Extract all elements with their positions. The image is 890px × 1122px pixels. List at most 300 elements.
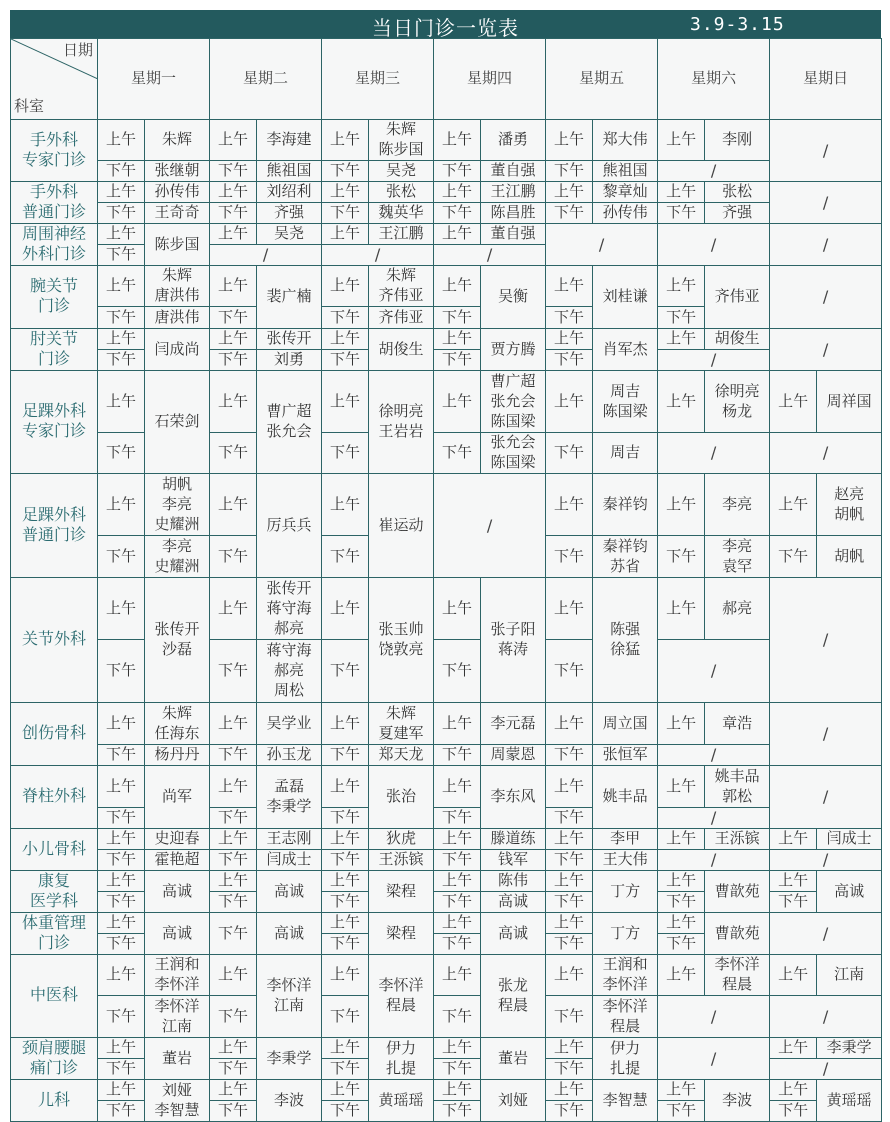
am-label: 上午 <box>210 578 257 640</box>
pm-label: 下午 <box>98 850 145 871</box>
pm-doctor: 霍艳超 <box>145 850 210 871</box>
pm-doctor: 李亮 史耀洲 <box>145 536 210 578</box>
doctor-all-day: 陈步国 <box>145 224 210 266</box>
doctor-all-day: 高诚 <box>481 913 546 955</box>
pm-label: 下午 <box>98 307 145 329</box>
am-label: 上午 <box>434 955 481 996</box>
no-clinic-slash: / <box>322 245 434 266</box>
pm-label: 下午 <box>210 1101 257 1122</box>
pm-label: 下午 <box>434 850 481 871</box>
am-label: 上午 <box>434 829 481 850</box>
am-label: 上午 <box>98 578 145 640</box>
no-clinic-slash: / <box>770 766 882 829</box>
am-doctor: 郑大伟 <box>593 120 658 161</box>
no-clinic-slash: / <box>210 245 322 266</box>
doctor-all-day: 闫成尚 <box>145 329 210 371</box>
pm-label: 下午 <box>210 536 257 578</box>
am-label: 上午 <box>322 474 369 536</box>
no-clinic-slash: / <box>770 703 882 766</box>
pm-doctor: 周蒙恩 <box>481 745 546 766</box>
pm-label: 下午 <box>210 307 257 329</box>
pm-label: 下午 <box>98 745 145 766</box>
am-label: 上午 <box>322 955 369 996</box>
pm-label: 下午 <box>434 1101 481 1122</box>
am-doctor: 朱辉 <box>145 120 210 161</box>
no-clinic-slash: / <box>658 224 770 266</box>
dept-row-pm <box>11 996 882 1038</box>
am-label: 上午 <box>658 871 705 892</box>
dept-row-pm <box>11 350 882 371</box>
dept-row-pm <box>11 808 882 829</box>
pm-label: 下午 <box>322 536 369 578</box>
corner-header-cell <box>11 39 98 120</box>
doctor-all-day: 曹歆苑 <box>705 913 770 955</box>
pm-doctor: 齐强 <box>705 203 770 224</box>
am-label: 上午 <box>546 182 593 203</box>
am-doctor: 王润和 李怀洋 <box>145 955 210 996</box>
am-label: 上午 <box>434 329 481 350</box>
am-label: 上午 <box>322 224 369 245</box>
am-label: 上午 <box>322 871 369 892</box>
doctor-all-day: 高诚 <box>145 871 210 913</box>
doctor-all-day: 裴广楠 <box>257 266 322 329</box>
pm-doctor: 王泺镔 <box>369 850 434 871</box>
no-clinic-slash: / <box>658 1038 770 1080</box>
am-label: 上午 <box>434 182 481 203</box>
doctor-all-day: 高诚 <box>257 913 322 955</box>
doctor-all-day: 尚军 <box>145 766 210 829</box>
no-clinic-slash: / <box>770 1059 882 1080</box>
am-label: 上午 <box>546 1080 593 1101</box>
pm-label: 下午 <box>98 1059 145 1080</box>
dept-row-am <box>11 1038 882 1059</box>
department-name: 关节外科 <box>11 578 98 703</box>
pm-label: 下午 <box>322 745 369 766</box>
pm-label: 下午 <box>546 161 593 182</box>
doctor-all-day: 高诚 <box>145 913 210 955</box>
am-doctor: 周立国 <box>593 703 658 745</box>
doctor-all-day: 刘桂谦 <box>593 266 658 329</box>
am-label: 上午 <box>658 955 705 996</box>
am-label: 上午 <box>210 329 257 350</box>
pm-label: 下午 <box>546 203 593 224</box>
pm-label: 下午 <box>546 808 593 829</box>
pm-doctor: 高诚 <box>481 892 546 913</box>
doctor-all-day: 李东风 <box>481 766 546 829</box>
doctor-all-day: 伊力 扎提 <box>593 1038 658 1080</box>
pm-label: 下午 <box>322 1101 369 1122</box>
pm-label: 下午 <box>546 433 593 474</box>
pm-label: 下午 <box>770 1101 817 1122</box>
pm-label: 下午 <box>210 161 257 182</box>
am-label: 上午 <box>770 371 817 433</box>
am-label: 上午 <box>322 371 369 433</box>
department-name: 颈肩腰腿 痛门诊 <box>11 1038 98 1080</box>
doctor-all-day: 董岩 <box>145 1038 210 1080</box>
doctor-all-day: 胡俊生 <box>369 329 434 371</box>
am-doctor: 陈伟 <box>481 871 546 892</box>
am-label: 上午 <box>210 955 257 996</box>
pm-label: 下午 <box>98 161 145 182</box>
am-label: 上午 <box>98 120 145 161</box>
am-doctor: 吴学业 <box>257 703 322 745</box>
pm-doctor: 胡帆 <box>817 536 882 578</box>
no-clinic-slash: / <box>770 266 882 329</box>
no-clinic-slash: / <box>658 850 770 871</box>
am-label: 上午 <box>210 871 257 892</box>
doctor-all-day: 厉兵兵 <box>257 474 322 578</box>
am-label: 上午 <box>322 182 369 203</box>
day-header-6: 星期六 <box>658 39 770 120</box>
pm-doctor: 王大伟 <box>593 850 658 871</box>
am-label: 上午 <box>770 474 817 536</box>
pm-label: 下午 <box>322 808 369 829</box>
am-doctor: 胡帆 李亮 史耀洲 <box>145 474 210 536</box>
dept-row-am <box>11 182 882 203</box>
am-doctor: 张松 <box>369 182 434 203</box>
pm-label: 下午 <box>434 892 481 913</box>
am-label: 上午 <box>322 913 369 934</box>
day-header-7: 星期日 <box>770 39 882 120</box>
am-label: 上午 <box>546 955 593 996</box>
pm-label: 下午 <box>322 203 369 224</box>
am-label: 上午 <box>98 955 145 996</box>
am-doctor: 李秉学 <box>817 1038 882 1059</box>
doctor-all-day: 李秉学 <box>257 1038 322 1080</box>
am-label: 上午 <box>98 329 145 350</box>
doctor-all-day: 刘娅 <box>481 1080 546 1122</box>
doctor-all-day: 伊力 扎提 <box>369 1038 434 1080</box>
pm-label: 下午 <box>210 996 257 1038</box>
dept-row-am <box>11 766 882 808</box>
am-label: 上午 <box>322 120 369 161</box>
doctor-all-day: 陈强 徐猛 <box>593 578 658 703</box>
pm-label: 下午 <box>546 892 593 913</box>
dept-row-pm <box>11 203 882 224</box>
am-label: 上午 <box>434 1080 481 1101</box>
am-label: 上午 <box>770 955 817 996</box>
am-doctor: 朱辉 陈步国 <box>369 120 434 161</box>
doctor-all-day: 肖军杰 <box>593 329 658 371</box>
doctor-all-day: 张玉帅 饶敦亮 <box>369 578 434 703</box>
department-name: 手外科 专家门诊 <box>11 120 98 182</box>
dept-row-am <box>11 955 882 996</box>
doctor-all-day: 石荣剑 <box>145 371 210 474</box>
pm-doctor: 李亮 袁罕 <box>705 536 770 578</box>
pm-label: 下午 <box>546 536 593 578</box>
pm-label: 下午 <box>98 996 145 1038</box>
doctor-all-day: 李怀洋 江南 <box>257 955 322 1038</box>
pm-doctor: 闫成士 <box>257 850 322 871</box>
am-doctor: 孙传伟 <box>145 182 210 203</box>
am-doctor: 张传开 <box>257 329 322 350</box>
department-name: 中医科 <box>11 955 98 1038</box>
am-label: 上午 <box>546 266 593 307</box>
pm-label: 下午 <box>210 433 257 474</box>
am-label: 上午 <box>770 829 817 850</box>
am-label: 上午 <box>434 703 481 745</box>
am-doctor: 曹广超 张允会 陈国梁 <box>481 371 546 433</box>
pm-doctor: 熊祖国 <box>257 161 322 182</box>
pm-label: 下午 <box>434 307 481 329</box>
doctor-all-day: 李波 <box>705 1080 770 1122</box>
pm-label: 下午 <box>322 850 369 871</box>
department-name: 儿科 <box>11 1080 98 1122</box>
department-name: 创伤骨科 <box>11 703 98 766</box>
am-label: 上午 <box>210 1080 257 1101</box>
no-clinic-slash: / <box>658 808 770 829</box>
am-label: 上午 <box>210 224 257 245</box>
pm-label: 下午 <box>658 892 705 913</box>
dept-row-am <box>11 1080 882 1101</box>
dept-row-am <box>11 829 882 850</box>
am-label: 上午 <box>98 182 145 203</box>
doctor-all-day: 徐明亮 王岩岩 <box>369 371 434 474</box>
department-name: 手外科 普通门诊 <box>11 182 98 224</box>
day-header-4: 星期四 <box>434 39 546 120</box>
pm-label: 下午 <box>98 350 145 371</box>
pm-doctor: 王奇奇 <box>145 203 210 224</box>
am-label: 上午 <box>546 913 593 934</box>
am-label: 上午 <box>98 474 145 536</box>
am-label: 上午 <box>210 474 257 536</box>
pm-label: 下午 <box>322 350 369 371</box>
am-label: 上午 <box>434 371 481 433</box>
am-doctor: 李亮 <box>705 474 770 536</box>
am-label: 上午 <box>546 703 593 745</box>
pm-label: 下午 <box>210 640 257 703</box>
am-doctor: 徐明亮 杨龙 <box>705 371 770 433</box>
no-clinic-slash: / <box>770 850 882 871</box>
dept-row-am <box>11 474 882 536</box>
am-doctor: 狄虎 <box>369 829 434 850</box>
pm-label: 下午 <box>322 934 369 955</box>
no-clinic-slash: / <box>546 224 658 266</box>
pm-label: 下午 <box>658 203 705 224</box>
am-doctor: 潘勇 <box>481 120 546 161</box>
pm-label: 下午 <box>98 1101 145 1122</box>
am-label: 上午 <box>658 182 705 203</box>
pm-doctor: 齐强 <box>257 203 322 224</box>
am-label: 上午 <box>210 371 257 433</box>
am-label: 上午 <box>546 371 593 433</box>
no-clinic-slash: / <box>770 433 882 474</box>
am-doctor: 吴尧 <box>257 224 322 245</box>
day-header-3: 星期三 <box>322 39 434 120</box>
doctor-all-day: 曹广超 张允会 <box>257 371 322 474</box>
am-label: 上午 <box>210 766 257 808</box>
pm-label: 下午 <box>546 745 593 766</box>
am-doctor: 王润和 李怀洋 <box>593 955 658 996</box>
pm-doctor: 郑天龙 <box>369 745 434 766</box>
dept-row-am <box>11 913 882 934</box>
doctor-all-day: 崔运动 <box>369 474 434 578</box>
pm-label: 下午 <box>98 934 145 955</box>
am-label: 上午 <box>658 474 705 536</box>
doctor-all-day: 丁方 <box>593 871 658 913</box>
am-label: 上午 <box>770 871 817 892</box>
am-label: 上午 <box>98 224 145 245</box>
am-label: 上午 <box>210 829 257 850</box>
am-doctor: 张传开 蒋守海 郝亮 <box>257 578 322 640</box>
am-doctor: 赵亮 胡帆 <box>817 474 882 536</box>
am-label: 上午 <box>770 1038 817 1059</box>
pm-label: 下午 <box>434 745 481 766</box>
doctor-all-day: 董岩 <box>481 1038 546 1080</box>
doctor-all-day: 张子阳 蒋涛 <box>481 578 546 703</box>
date-range: 3.9-3.15 <box>690 14 785 35</box>
no-clinic-slash: / <box>770 913 882 955</box>
am-label: 上午 <box>322 1038 369 1059</box>
pm-label: 下午 <box>546 307 593 329</box>
department-name: 腕关节 门诊 <box>11 266 98 329</box>
pm-doctor: 李怀洋 江南 <box>145 996 210 1038</box>
no-clinic-slash: / <box>658 640 770 703</box>
am-doctor: 胡俊生 <box>705 329 770 350</box>
pm-doctor: 秦祥钧 苏省 <box>593 536 658 578</box>
pm-doctor: 陈昌胜 <box>481 203 546 224</box>
pm-label: 下午 <box>546 996 593 1038</box>
pm-label: 下午 <box>98 536 145 578</box>
no-clinic-slash: / <box>658 350 770 371</box>
no-clinic-slash: / <box>770 996 882 1038</box>
am-label: 上午 <box>546 578 593 640</box>
am-label: 上午 <box>434 766 481 808</box>
pm-label: 下午 <box>210 808 257 829</box>
pm-label: 下午 <box>210 850 257 871</box>
am-label: 上午 <box>434 1038 481 1059</box>
am-doctor: 朱辉 齐伟亚 <box>369 266 434 307</box>
pm-doctor: 钱军 <box>481 850 546 871</box>
pm-label: 下午 <box>434 433 481 474</box>
am-label: 上午 <box>322 703 369 745</box>
no-clinic-slash: / <box>770 578 882 703</box>
pm-label: 下午 <box>322 433 369 474</box>
am-label: 上午 <box>546 474 593 536</box>
doctor-all-day: 黄瑶瑶 <box>369 1080 434 1122</box>
pm-label: 下午 <box>434 934 481 955</box>
am-doctor: 朱辉 唐洪伟 <box>145 266 210 307</box>
pm-label: 下午 <box>98 808 145 829</box>
am-doctor: 刘绍利 <box>257 182 322 203</box>
am-label: 上午 <box>322 578 369 640</box>
am-label: 上午 <box>770 1080 817 1101</box>
pm-label: 下午 <box>658 536 705 578</box>
am-label: 上午 <box>98 371 145 433</box>
doctor-all-day: 孟磊 李秉学 <box>257 766 322 829</box>
doctor-all-day: 齐伟亚 <box>705 266 770 329</box>
pm-label: 下午 <box>322 307 369 329</box>
pm-label: 下午 <box>434 161 481 182</box>
am-doctor: 秦祥钧 <box>593 474 658 536</box>
department-name: 脊柱外科 <box>11 766 98 829</box>
am-label: 上午 <box>658 371 705 433</box>
doctor-all-day: 梁程 <box>369 913 434 955</box>
am-label: 上午 <box>658 120 705 161</box>
am-label: 上午 <box>658 766 705 808</box>
am-doctor: 王志刚 <box>257 829 322 850</box>
department-name: 足踝外科 专家门诊 <box>11 371 98 474</box>
am-doctor: 朱辉 任海东 <box>145 703 210 745</box>
doctor-all-day: 李怀洋 程晨 <box>369 955 434 1038</box>
pm-label: 下午 <box>322 640 369 703</box>
pm-label: 下午 <box>210 913 257 955</box>
am-doctor: 张松 <box>705 182 770 203</box>
pm-label: 下午 <box>434 808 481 829</box>
am-doctor: 史迎春 <box>145 829 210 850</box>
page-title: 当日门诊一览表 <box>372 18 519 40</box>
pm-label: 下午 <box>210 892 257 913</box>
am-doctor: 滕道练 <box>481 829 546 850</box>
no-clinic-slash: / <box>770 224 882 266</box>
no-clinic-slash: / <box>658 996 770 1038</box>
dept-row-am <box>11 224 882 245</box>
pm-label: 下午 <box>98 892 145 913</box>
no-clinic-slash: / <box>770 120 882 182</box>
am-label: 上午 <box>322 329 369 350</box>
pm-label: 下午 <box>434 996 481 1038</box>
no-clinic-slash: / <box>770 329 882 371</box>
am-label: 上午 <box>98 1080 145 1101</box>
pm-label: 下午 <box>210 1059 257 1080</box>
doctor-all-day: 李波 <box>257 1080 322 1122</box>
am-label: 上午 <box>322 266 369 307</box>
dept-row-pm <box>11 850 882 871</box>
day-header-row <box>11 39 882 120</box>
no-clinic-slash: / <box>658 433 770 474</box>
am-label: 上午 <box>658 1080 705 1101</box>
pm-label: 下午 <box>210 745 257 766</box>
am-doctor: 李刚 <box>705 120 770 161</box>
doctor-all-day: 李智慧 <box>593 1080 658 1122</box>
corner-date-label: 日期 <box>62 43 93 59</box>
pm-label: 下午 <box>546 1059 593 1080</box>
am-label: 上午 <box>658 266 705 307</box>
title-bar <box>10 10 881 38</box>
am-doctor: 李元磊 <box>481 703 546 745</box>
pm-label: 下午 <box>658 307 705 329</box>
am-label: 上午 <box>434 871 481 892</box>
pm-doctor: 蒋守海 郝亮 周松 <box>257 640 322 703</box>
am-doctor: 李怀洋 程晨 <box>705 955 770 996</box>
pm-label: 下午 <box>434 640 481 703</box>
am-label: 上午 <box>434 120 481 161</box>
department-name: 肘关节 门诊 <box>11 329 98 371</box>
am-label: 上午 <box>210 120 257 161</box>
pm-doctor: 齐伟亚 <box>369 307 434 329</box>
am-label: 上午 <box>210 703 257 745</box>
pm-label: 下午 <box>98 245 145 266</box>
am-label: 上午 <box>434 578 481 640</box>
pm-label: 下午 <box>546 934 593 955</box>
doctor-all-day: 姚丰品 <box>593 766 658 829</box>
dept-row-pm <box>11 433 882 474</box>
am-label: 上午 <box>98 829 145 850</box>
pm-label: 下午 <box>546 350 593 371</box>
pm-doctor: 杨丹丹 <box>145 745 210 766</box>
am-doctor: 李海建 <box>257 120 322 161</box>
am-label: 上午 <box>98 766 145 808</box>
am-label: 上午 <box>658 578 705 640</box>
am-doctor: 章浩 <box>705 703 770 745</box>
am-label: 上午 <box>546 329 593 350</box>
am-doctor: 闫成士 <box>817 829 882 850</box>
am-doctor: 郝亮 <box>705 578 770 640</box>
pm-label: 下午 <box>546 1101 593 1122</box>
am-doctor: 姚丰品 郭松 <box>705 766 770 808</box>
am-label: 上午 <box>98 703 145 745</box>
am-doctor: 朱辉 夏建军 <box>369 703 434 745</box>
